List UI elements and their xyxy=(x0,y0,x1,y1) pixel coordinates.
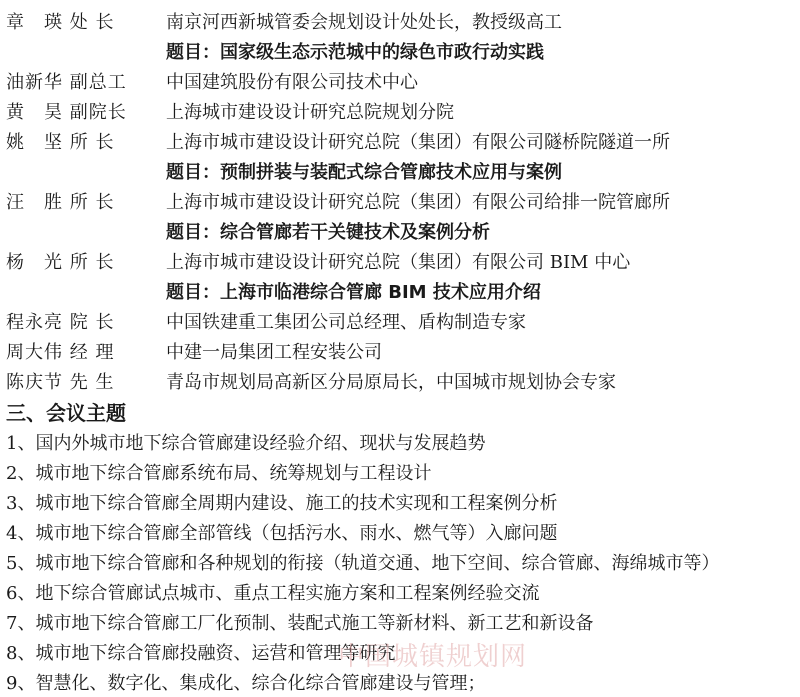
speaker-org: 上海市城市建设设计研究总院（集团）有限公司 BIM 中心 xyxy=(166,252,631,273)
speaker-row xyxy=(6,246,630,276)
watermark: 中国城镇规划网 xyxy=(338,642,528,672)
theme-item: 5、城市地下综合管廊和各种规划的衔接（轨道交通、地下空间、综合管廊、海绵城市等） xyxy=(6,553,720,574)
theme-item: 2、城市地下综合管廊系统布局、统筹规划与工程设计 xyxy=(6,463,432,484)
speaker-org: 中国建筑股份有限公司技术中心 xyxy=(166,72,418,93)
speaker-name: 姚 坚 所 长 xyxy=(6,132,115,153)
section-heading: 三、会议主题 xyxy=(6,400,126,425)
speaker-row xyxy=(6,126,670,156)
theme-item: 1、国内外城市地下综合管廊建设经验介绍、现状与发展趋势 xyxy=(6,433,486,454)
speaker-org: 上海城市建设设计研究总院规划分院 xyxy=(166,102,454,123)
speaker-topic: 题目：上海市临港综合管廊 BIM 技术应用介绍 xyxy=(166,282,541,303)
theme-item: 4、城市地下综合管廊全部管线（包括污水、雨水、燃气等）入廊问题 xyxy=(6,523,558,544)
speaker-name: 程永亮 院 长 xyxy=(6,312,115,333)
speaker-row xyxy=(6,96,454,126)
speaker-row xyxy=(6,336,382,366)
speaker-org: 上海市城市建设设计研究总院（集团）有限公司隧桥院隧道一所 xyxy=(166,132,670,153)
speaker-row xyxy=(6,186,670,216)
speaker-row xyxy=(6,306,526,336)
speaker-name: 油新华 副总工 xyxy=(6,72,127,93)
theme-item: 6、地下综合管廊试点城市、重点工程实施方案和工程案例经验交流 xyxy=(6,583,540,604)
speaker-name: 陈庆节 先 生 xyxy=(6,372,115,393)
speaker-topic: 题目：国家级生态示范城中的绿色市政行动实践 xyxy=(166,42,544,63)
speaker-name: 黄 昊 副院长 xyxy=(6,102,127,123)
theme-item: 3、城市地下综合管廊全周期内建设、施工的技术实现和工程案例分析 xyxy=(6,493,558,514)
speaker-row xyxy=(6,66,418,96)
speaker-name: 周大伟 经 理 xyxy=(6,342,115,363)
speaker-topic: 题目：综合管廊若干关键技术及案例分析 xyxy=(166,222,490,243)
speaker-org: 上海市城市建设设计研究总院（集团）有限公司给排一院管廊所 xyxy=(166,192,670,213)
speaker-topic: 题目：预制拼装与装配式综合管廊技术应用与案例 xyxy=(166,162,562,183)
speaker-row xyxy=(6,366,616,396)
speaker-name: 杨 光 所 长 xyxy=(6,252,115,273)
speaker-org: 青岛市规划局高新区分局原局长，中国城市规划协会专家 xyxy=(166,372,616,393)
speaker-name: 汪 胜 所 长 xyxy=(6,192,115,213)
speaker-org: 南京河西新城管委会规划设计处处长，教授级高工 xyxy=(166,12,562,33)
speaker-org: 中国铁建重工集团公司总经理、盾构制造专家 xyxy=(166,312,526,333)
theme-item: 7、城市地下综合管廊工厂化预制、装配式施工等新材料、新工艺和新设备 xyxy=(6,613,594,634)
speaker-row xyxy=(6,6,562,36)
theme-item: 9、智慧化、数字化、集成化、综合化综合管廊建设与管理； xyxy=(6,673,486,694)
theme-item: 8、城市地下综合管廊投融资、运营和管理等研究 xyxy=(6,643,396,664)
speaker-name: 章 瑛 处 长 xyxy=(6,12,115,33)
speaker-org: 中建一局集团工程安装公司 xyxy=(166,342,382,363)
